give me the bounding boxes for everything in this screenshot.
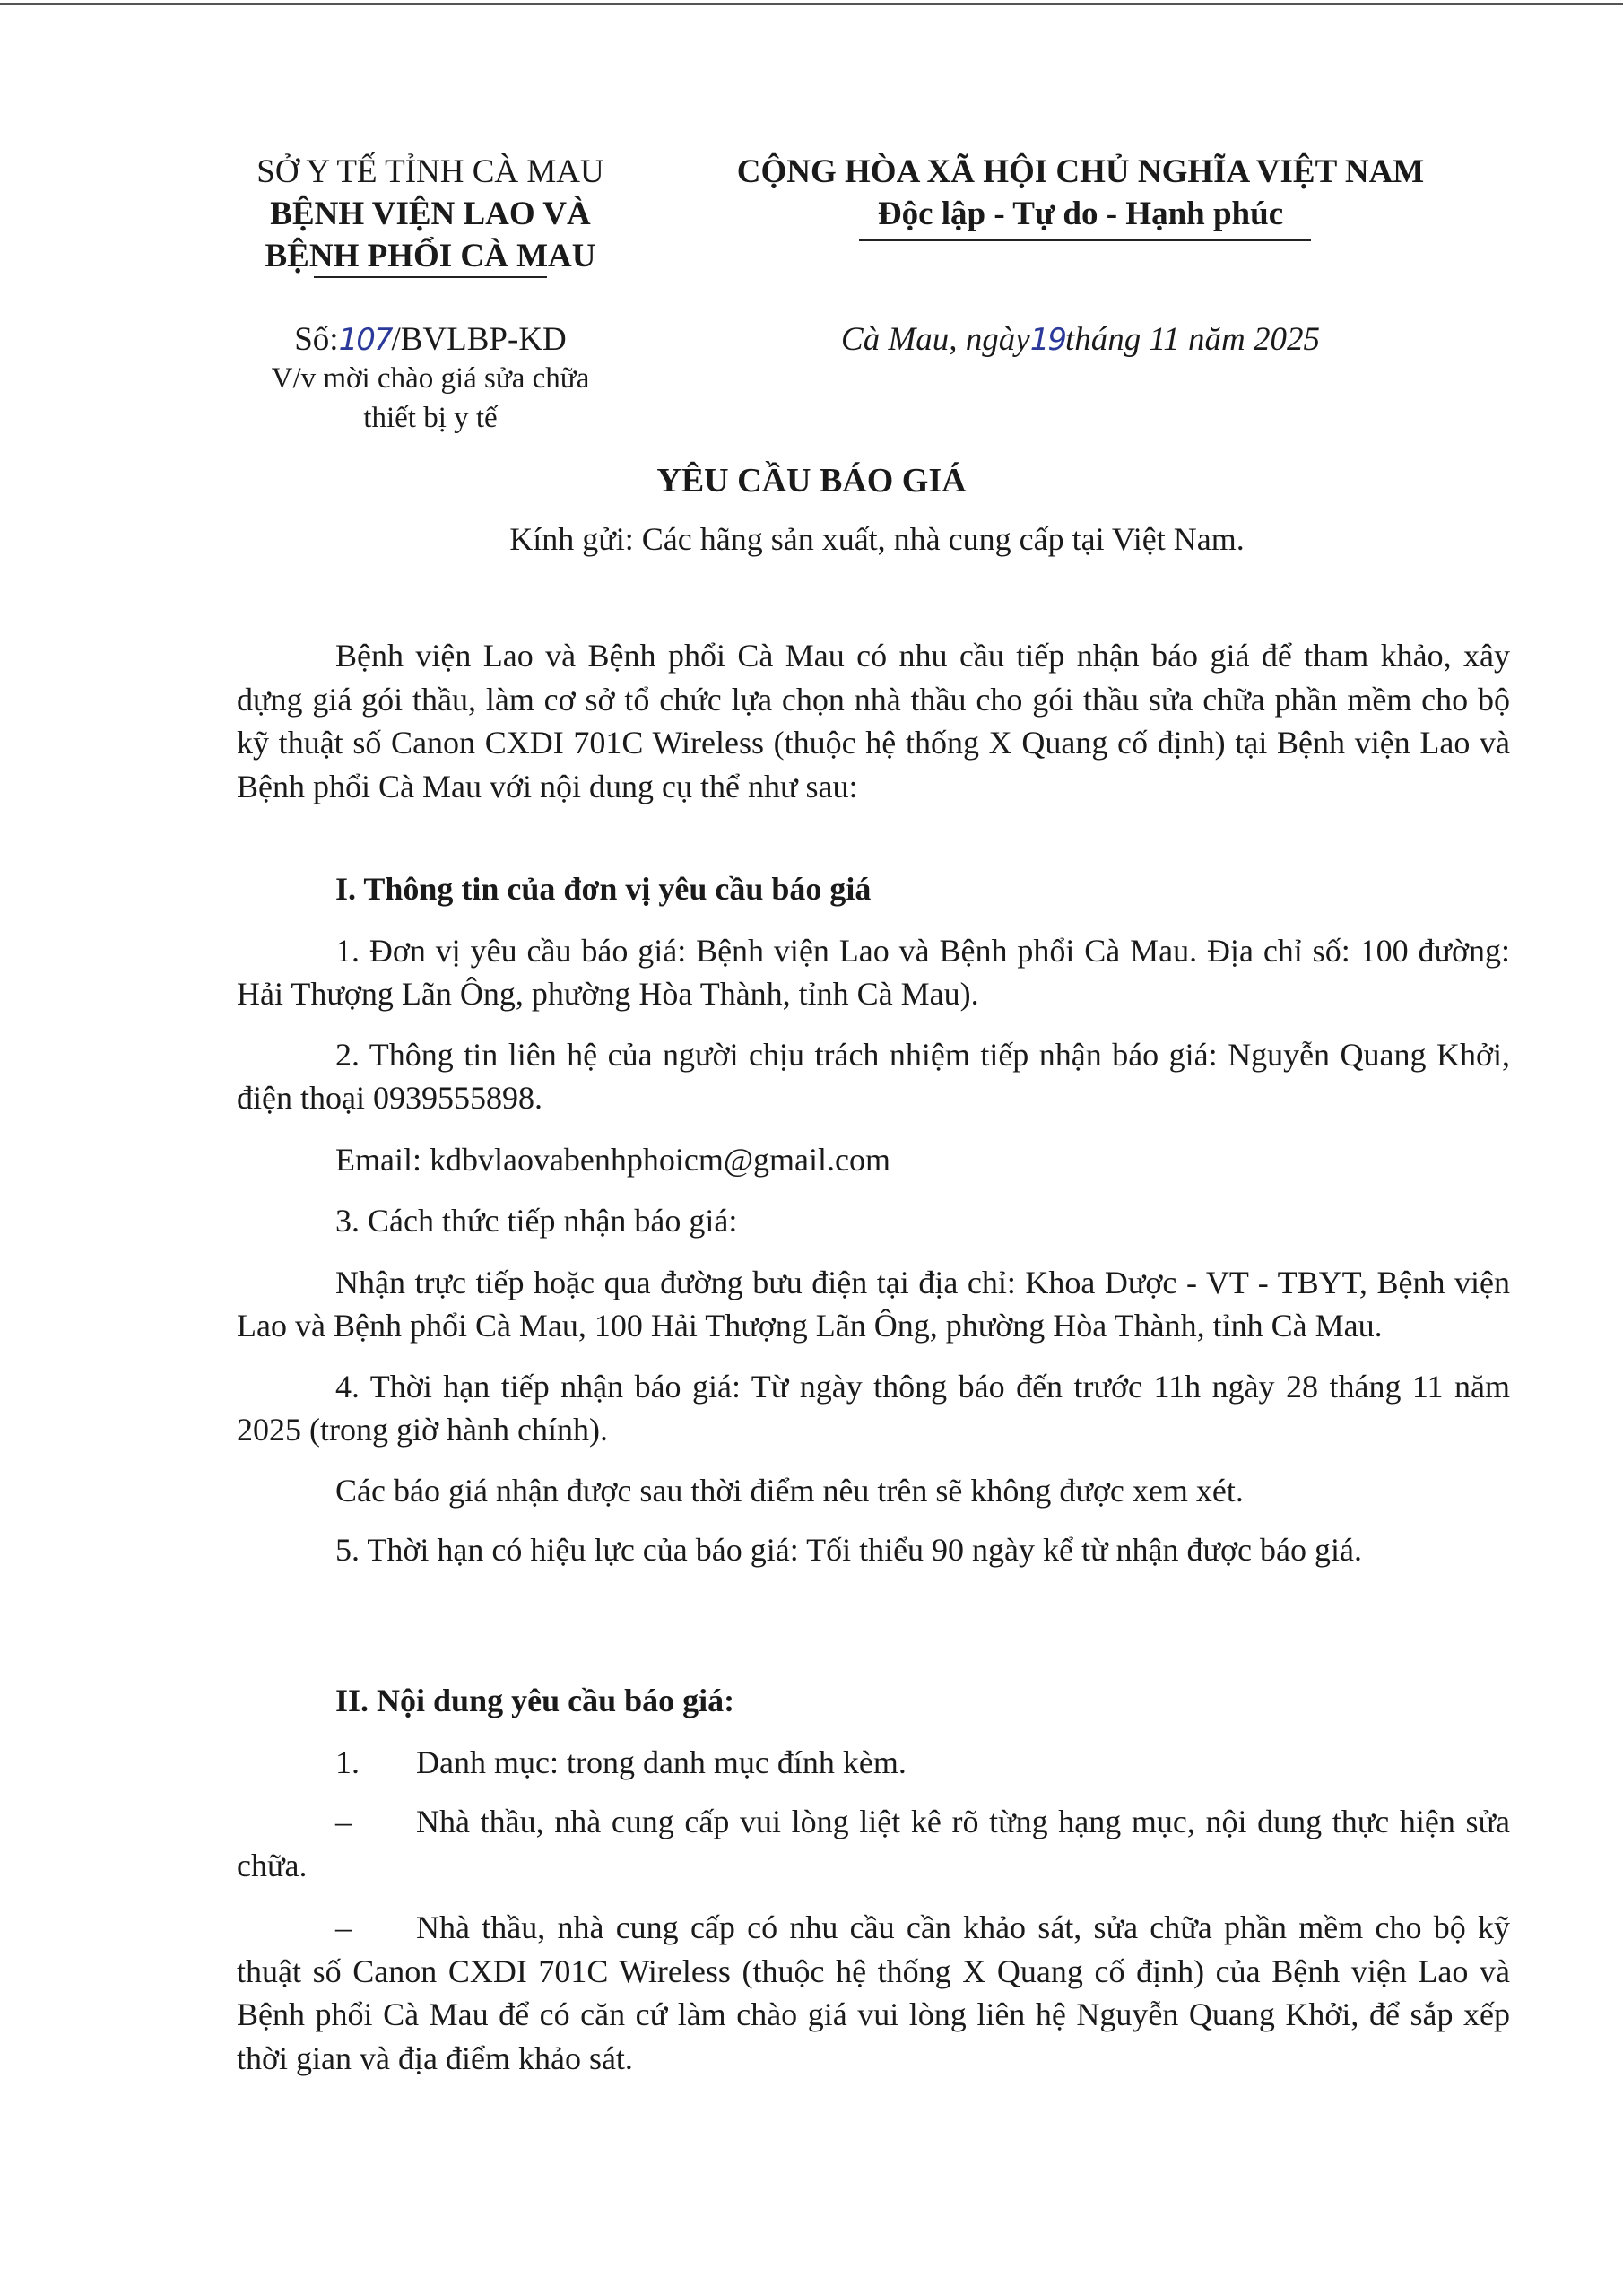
section-2-item-1-text: Danh mục: trong danh mục đính kèm.: [416, 1744, 907, 1780]
hospital-name-line2: BỆNH PHỔI CÀ MAU: [265, 238, 596, 274]
section-2-heading: II. Nội dung yêu cầu báo giá:: [335, 1683, 735, 1718]
section-1-item-4: 4. Thời hạn tiếp nhận báo giá: Từ ngày thông báo đến trước 11h ngày 28 tháng 11 năm 2025 (trong giờ hành chính).: [237, 1368, 1510, 1448]
scan-top-edge: [0, 3, 1623, 5]
national-motto: Độc lập - Tự do - Hạnh phúc: [877, 196, 1284, 232]
header-right: [690, 151, 1471, 235]
section-1-item-2: 2. Thông tin liên hệ của người chịu trách nhiệm tiếp nhận báo giá: Nguyễn Quang Khởi, điện thoại 0939555898.: [237, 1036, 1510, 1116]
section-2: [237, 1679, 1510, 2080]
recipient: Kính gửi: Các hãng sản xuất, nhà cung cấp tại Việt Nam.: [509, 521, 1245, 557]
place-date: [690, 318, 1471, 361]
dash-bullet: –: [335, 1804, 352, 1839]
section-2-bullet-1: [237, 1800, 1510, 1887]
handwritten-number: 107: [338, 322, 392, 358]
national-title: CỘNG HÒA XÃ HỘI CHỦ NGHĨA VIỆT NAM: [736, 153, 1425, 190]
subject-line2: thiết bị y tế: [363, 402, 498, 434]
section-1-item-5: 5. Thời hạn có hiệu lực của báo giá: Tối thiểu 90 ngày kể từ nhận được báo giá.: [335, 1532, 1362, 1568]
subject: [215, 359, 646, 438]
intro-paragraph: Bệnh viện Lao và Bệnh phổi Cà Mau có nhu cầu tiếp nhận báo giá để tham khảo, xây dựng giá gói thầu, làm cơ sở tổ chức lựa chọn nhà thầu cho gói thầu sửa chữa phần mềm cho bộ kỹ thuật số Canon CXDI 701C Wireless (thuộc hệ thống X Quang cố định) tại Bệnh viện Lao và Bệnh phổi Cà Mau với nội dung cụ thể như sau:: [237, 638, 1510, 804]
header-left: [215, 151, 646, 277]
handwritten-day: 19: [1029, 322, 1065, 358]
department-name: SỞ Y TẾ TỈNH CÀ MAU: [256, 153, 604, 190]
document-number: [215, 318, 646, 361]
date-prefix: Cà Mau, ngày: [841, 321, 1030, 358]
section-2-item-1: [237, 1741, 1510, 1785]
section-1-item-1: 1. Đơn vị yêu cầu báo giá: Bệnh viện Lao và Bệnh phổi Cà Mau. Địa chỉ số: 100 đường: Hải Thượng Lãn Ông, phường Hòa Thành, tỉnh Cà Mau).: [237, 932, 1510, 1012]
motto-underline: [859, 239, 1311, 241]
section-1-email: Email: kdbvlaovabenhphoicm@gmail.com: [335, 1141, 891, 1178]
section-1-item-3-detail: Nhận trực tiếp hoặc qua đường bưu điện tại địa chỉ: Khoa Dược - VT - TBYT, Bệnh viện Lao và Bệnh phổi Cà Mau, 100 Hải Thượng Lãn Ông, phường Hòa Thành, tỉnh Cà Mau.: [237, 1264, 1510, 1344]
section-2-bullet-2: [237, 1906, 1510, 2080]
section-1-item-3: 3. Cách thức tiếp nhận báo giá:: [335, 1203, 738, 1239]
section-1-heading: I. Thông tin của đơn vị yêu cầu báo giá: [335, 871, 872, 907]
header-left-underline: [314, 276, 547, 278]
document-title: YÊU CẦU BÁO GIÁ: [656, 462, 967, 500]
date-suffix: tháng 11 năm 2025: [1064, 321, 1320, 358]
hospital-name-line1: BỆNH VIỆN LAO VÀ: [270, 196, 591, 232]
subject-line1: V/v mời chào giá sửa chữa: [271, 362, 590, 395]
dash-bullet: –: [335, 1909, 352, 1945]
number-prefix: Số:: [294, 321, 339, 358]
section-2-item-1-number: 1.: [335, 1744, 360, 1780]
section-1-item-4-note: Các báo giá nhận được sau thời điểm nêu trên sẽ không được xem xét.: [335, 1472, 1244, 1509]
intro-block: [237, 634, 1510, 808]
section-1: [237, 867, 1510, 1588]
section-2-bullet-1-text: Nhà thầu, nhà cung cấp vui lòng liệt kê rõ từng hạng mục, nội dung thực hiện sửa chữa.: [237, 1804, 1510, 1883]
number-suffix: /BVLBP-KD: [391, 321, 567, 358]
section-2-bullet-2-text: Nhà thầu, nhà cung cấp có nhu cầu cần khảo sát, sửa chữa phần mềm cho bộ kỹ thuật số Canon CXDI 701C Wireless (thuộc hệ thống X Quang cố định) của Bệnh viện Lao và Bệnh phổi Cà Mau để có căn cứ làm chào giá vui lòng liên hệ Nguyễn Quang Khởi, để sắp xếp thời gian và địa điểm khảo sát.: [237, 1909, 1510, 2076]
